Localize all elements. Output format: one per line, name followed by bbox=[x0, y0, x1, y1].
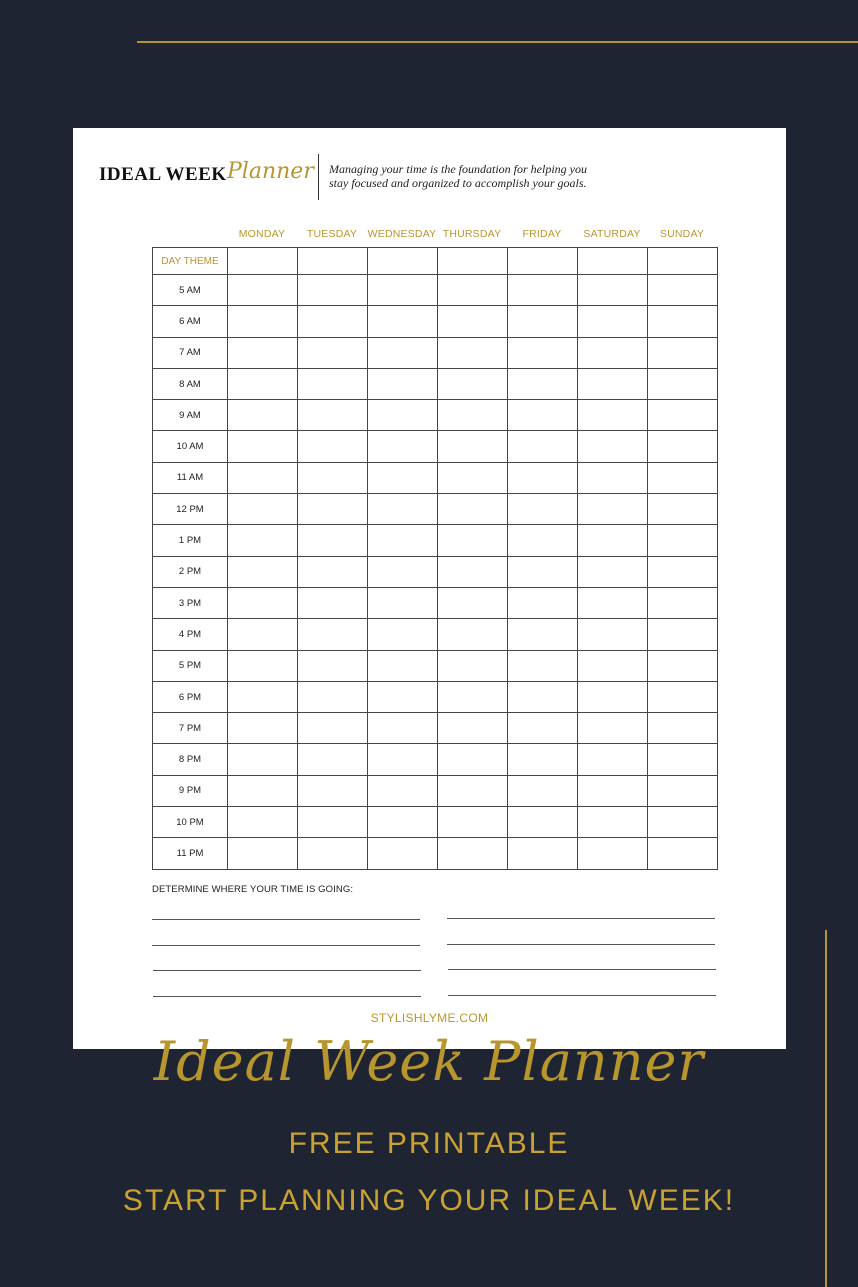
grid-cell[interactable] bbox=[368, 337, 438, 368]
grid-row bbox=[153, 556, 718, 587]
grid-cell[interactable] bbox=[228, 248, 298, 275]
grid-cell[interactable] bbox=[508, 650, 578, 681]
writing-line[interactable] bbox=[153, 996, 421, 997]
grid-row-day-theme bbox=[153, 248, 718, 275]
grid-cell[interactable] bbox=[508, 838, 578, 869]
grid-cell[interactable] bbox=[508, 462, 578, 493]
grid-cell[interactable] bbox=[368, 650, 438, 681]
grid-cell[interactable] bbox=[368, 807, 438, 838]
grid-cell[interactable] bbox=[648, 619, 718, 650]
time-prompt-label: DETERMINE WHERE YOUR TIME IS GOING: bbox=[152, 884, 354, 895]
grid-row bbox=[153, 587, 718, 618]
grid-cell[interactable] bbox=[578, 306, 648, 337]
grid-cell[interactable] bbox=[578, 681, 648, 712]
grid-cell[interactable] bbox=[648, 337, 718, 368]
grid-cell[interactable] bbox=[578, 775, 648, 806]
grid-cell[interactable] bbox=[648, 494, 718, 525]
row-label-time: 6 AM bbox=[153, 306, 228, 337]
grid-cell[interactable] bbox=[508, 713, 578, 744]
grid-cell[interactable] bbox=[438, 368, 508, 399]
grid-cell[interactable] bbox=[368, 838, 438, 869]
row-label-time: 5 AM bbox=[153, 275, 228, 306]
grid-row bbox=[153, 619, 718, 650]
grid-cell[interactable] bbox=[648, 681, 718, 712]
grid-cell[interactable] bbox=[578, 838, 648, 869]
grid-cell[interactable] bbox=[508, 775, 578, 806]
grid-cell[interactable] bbox=[648, 713, 718, 744]
grid-cell[interactable] bbox=[228, 462, 298, 493]
row-label-time: 8 PM bbox=[153, 744, 228, 775]
grid-row bbox=[153, 462, 718, 493]
grid-cell[interactable] bbox=[368, 248, 438, 275]
day-header-6: SUNDAY bbox=[659, 228, 705, 240]
website-footer: STYLISHLYME.COM bbox=[370, 1011, 489, 1025]
grid-cell[interactable] bbox=[648, 462, 718, 493]
grid-row bbox=[153, 337, 718, 368]
grid-cell[interactable] bbox=[508, 431, 578, 462]
row-label-time: 11 PM bbox=[153, 838, 228, 869]
grid-cell[interactable] bbox=[438, 838, 508, 869]
grid-row bbox=[153, 681, 718, 712]
grid-row bbox=[153, 368, 718, 399]
grid-cell[interactable] bbox=[438, 431, 508, 462]
weekly-grid bbox=[152, 247, 718, 870]
writing-line[interactable] bbox=[448, 969, 716, 970]
grid-cell[interactable] bbox=[368, 400, 438, 431]
row-label-time: 3 PM bbox=[153, 587, 228, 618]
grid-cell[interactable] bbox=[578, 494, 648, 525]
day-header-1: TUESDAY bbox=[306, 228, 358, 240]
grid-cell[interactable] bbox=[578, 431, 648, 462]
grid-cell[interactable] bbox=[578, 525, 648, 556]
row-label-time: 5 PM bbox=[153, 650, 228, 681]
grid-cell[interactable] bbox=[368, 462, 438, 493]
grid-cell[interactable] bbox=[648, 556, 718, 587]
day-header-3: THURSDAY bbox=[442, 228, 502, 240]
grid-cell[interactable] bbox=[228, 775, 298, 806]
grid-cell[interactable] bbox=[228, 807, 298, 838]
grid-cell[interactable] bbox=[648, 744, 718, 775]
grid-cell[interactable] bbox=[438, 775, 508, 806]
grid-cell[interactable] bbox=[648, 587, 718, 618]
grid-cell[interactable] bbox=[648, 306, 718, 337]
grid-cell[interactable] bbox=[298, 713, 368, 744]
row-label-time: 1 PM bbox=[153, 525, 228, 556]
writing-line[interactable] bbox=[447, 918, 715, 919]
writing-line[interactable] bbox=[153, 970, 421, 971]
decorative-top-line bbox=[137, 41, 858, 43]
grid-cell[interactable] bbox=[508, 248, 578, 275]
grid-row bbox=[153, 494, 718, 525]
grid-cell[interactable] bbox=[508, 619, 578, 650]
grid-cell[interactable] bbox=[368, 368, 438, 399]
banner-subtitle-free-printable: FREE PRINTABLE bbox=[288, 1127, 570, 1160]
row-label-time: 8 AM bbox=[153, 368, 228, 399]
grid-cell[interactable] bbox=[298, 431, 368, 462]
grid-cell[interactable] bbox=[508, 681, 578, 712]
grid-cell[interactable] bbox=[298, 744, 368, 775]
grid-cell[interactable] bbox=[368, 681, 438, 712]
planner-title-bold: IDEAL WEEK bbox=[99, 164, 227, 185]
grid-cell[interactable] bbox=[298, 462, 368, 493]
grid-cell[interactable] bbox=[298, 807, 368, 838]
grid-cell[interactable] bbox=[438, 619, 508, 650]
grid-cell[interactable] bbox=[438, 400, 508, 431]
grid-cell[interactable] bbox=[298, 368, 368, 399]
grid-cell[interactable] bbox=[228, 431, 298, 462]
grid-cell[interactable] bbox=[648, 400, 718, 431]
grid-cell[interactable] bbox=[438, 337, 508, 368]
grid-cell[interactable] bbox=[228, 306, 298, 337]
planner-description bbox=[329, 162, 629, 190]
grid-row bbox=[153, 713, 718, 744]
grid-row bbox=[153, 744, 718, 775]
grid-cell[interactable] bbox=[578, 400, 648, 431]
grid-cell[interactable] bbox=[228, 337, 298, 368]
grid-cell[interactable] bbox=[508, 807, 578, 838]
grid-cell[interactable] bbox=[438, 525, 508, 556]
grid-cell[interactable] bbox=[578, 556, 648, 587]
grid-cell[interactable] bbox=[648, 650, 718, 681]
grid-cell[interactable] bbox=[438, 494, 508, 525]
grid-cell[interactable] bbox=[508, 368, 578, 399]
grid-cell[interactable] bbox=[578, 587, 648, 618]
grid-cell[interactable] bbox=[368, 744, 438, 775]
description-line-1: Managing your time is the foundation for helping you bbox=[329, 162, 587, 176]
grid-cell[interactable] bbox=[228, 650, 298, 681]
grid-row bbox=[153, 275, 718, 306]
row-label-time: 6 PM bbox=[153, 681, 228, 712]
day-headers bbox=[73, 228, 786, 244]
grid-cell[interactable] bbox=[578, 248, 648, 275]
grid-cell[interactable] bbox=[508, 400, 578, 431]
grid-cell[interactable] bbox=[648, 807, 718, 838]
row-label-time: 10 PM bbox=[153, 807, 228, 838]
grid-cell[interactable] bbox=[298, 337, 368, 368]
title-divider bbox=[318, 154, 319, 200]
grid-row bbox=[153, 775, 718, 806]
grid-cell[interactable] bbox=[508, 275, 578, 306]
grid-cell[interactable] bbox=[368, 713, 438, 744]
grid-cell[interactable] bbox=[228, 587, 298, 618]
row-label-time: 4 PM bbox=[153, 619, 228, 650]
planner-title-script: Planner bbox=[227, 159, 314, 184]
grid-row bbox=[153, 650, 718, 681]
grid-cell[interactable] bbox=[298, 494, 368, 525]
day-header-5: SATURDAY bbox=[583, 228, 641, 240]
planner-title-block bbox=[99, 154, 749, 200]
grid-cell[interactable] bbox=[228, 838, 298, 869]
grid-cell[interactable] bbox=[648, 525, 718, 556]
grid-cell[interactable] bbox=[368, 306, 438, 337]
planner-sheet bbox=[73, 128, 786, 1049]
grid-cell[interactable] bbox=[438, 462, 508, 493]
grid-cell[interactable] bbox=[298, 587, 368, 618]
grid-row bbox=[153, 838, 718, 869]
grid-cell[interactable] bbox=[438, 248, 508, 275]
grid-cell[interactable] bbox=[578, 368, 648, 399]
grid-cell[interactable] bbox=[438, 744, 508, 775]
grid-cell[interactable] bbox=[298, 248, 368, 275]
grid-cell[interactable] bbox=[438, 713, 508, 744]
writing-line[interactable] bbox=[447, 944, 715, 945]
grid-cell[interactable] bbox=[228, 400, 298, 431]
grid-cell[interactable] bbox=[298, 556, 368, 587]
grid-row bbox=[153, 525, 718, 556]
grid-cell[interactable] bbox=[298, 650, 368, 681]
grid-cell[interactable] bbox=[438, 587, 508, 618]
grid-cell[interactable] bbox=[438, 681, 508, 712]
grid-row bbox=[153, 306, 718, 337]
row-label-time: 9 PM bbox=[153, 775, 228, 806]
grid-cell[interactable] bbox=[508, 744, 578, 775]
grid-cell[interactable] bbox=[508, 306, 578, 337]
grid-cell[interactable] bbox=[228, 681, 298, 712]
grid-cell[interactable] bbox=[368, 556, 438, 587]
grid-cell[interactable] bbox=[368, 587, 438, 618]
grid-cell[interactable] bbox=[508, 525, 578, 556]
grid-cell[interactable] bbox=[298, 775, 368, 806]
day-header-2: WEDNESDAY bbox=[367, 228, 437, 240]
row-label-time: 7 AM bbox=[153, 337, 228, 368]
day-header-4: FRIDAY bbox=[522, 228, 562, 240]
grid-cell[interactable] bbox=[578, 275, 648, 306]
grid-cell[interactable] bbox=[508, 587, 578, 618]
grid-cell[interactable] bbox=[368, 619, 438, 650]
row-label-time: 10 AM bbox=[153, 431, 228, 462]
row-label-time: 9 AM bbox=[153, 400, 228, 431]
grid-cell[interactable] bbox=[508, 494, 578, 525]
grid-row bbox=[153, 400, 718, 431]
grid-cell[interactable] bbox=[648, 838, 718, 869]
banner-script-title: Ideal Week Planner bbox=[153, 1030, 705, 1093]
grid-cell[interactable] bbox=[228, 525, 298, 556]
grid-cell[interactable] bbox=[578, 462, 648, 493]
row-label-time: 7 PM bbox=[153, 713, 228, 744]
grid-cell[interactable] bbox=[438, 650, 508, 681]
grid-cell[interactable] bbox=[578, 619, 648, 650]
grid-cell[interactable] bbox=[578, 650, 648, 681]
writing-line[interactable] bbox=[152, 919, 420, 920]
decorative-right-line bbox=[825, 930, 827, 1287]
grid-cell[interactable] bbox=[228, 744, 298, 775]
grid-cell[interactable] bbox=[298, 525, 368, 556]
grid-cell[interactable] bbox=[648, 775, 718, 806]
grid-cell[interactable] bbox=[368, 494, 438, 525]
grid-cell[interactable] bbox=[368, 775, 438, 806]
writing-line[interactable] bbox=[448, 995, 716, 996]
grid-cell[interactable] bbox=[438, 556, 508, 587]
grid-cell[interactable] bbox=[228, 275, 298, 306]
grid-cell[interactable] bbox=[298, 306, 368, 337]
grid-cell[interactable] bbox=[438, 807, 508, 838]
row-label-day-theme: DAY THEME bbox=[153, 248, 228, 275]
grid-cell[interactable] bbox=[368, 275, 438, 306]
grid-cell[interactable] bbox=[648, 248, 718, 275]
grid-cell[interactable] bbox=[298, 619, 368, 650]
day-header-0: MONDAY bbox=[238, 228, 286, 240]
grid-cell[interactable] bbox=[578, 744, 648, 775]
grid-cell[interactable] bbox=[298, 275, 368, 306]
grid-cell[interactable] bbox=[648, 368, 718, 399]
grid-cell[interactable] bbox=[578, 807, 648, 838]
grid-cell[interactable] bbox=[298, 400, 368, 431]
grid-cell[interactable] bbox=[368, 431, 438, 462]
grid-cell[interactable] bbox=[368, 525, 438, 556]
grid-cell[interactable] bbox=[298, 681, 368, 712]
grid-cell[interactable] bbox=[228, 494, 298, 525]
grid-cell[interactable] bbox=[438, 275, 508, 306]
grid-cell[interactable] bbox=[438, 306, 508, 337]
grid-row bbox=[153, 431, 718, 462]
row-label-time: 2 PM bbox=[153, 556, 228, 587]
description-line-2: stay focused and organized to accomplish your goals. bbox=[329, 176, 587, 190]
banner-subtitle-start-planning: START PLANNING YOUR IDEAL WEEK! bbox=[122, 1184, 736, 1217]
grid-cell[interactable] bbox=[228, 368, 298, 399]
writing-line[interactable] bbox=[152, 945, 420, 946]
grid-row bbox=[153, 807, 718, 838]
row-label-time: 11 AM bbox=[153, 462, 228, 493]
grid-cell[interactable] bbox=[648, 275, 718, 306]
grid-cell[interactable] bbox=[578, 337, 648, 368]
grid-cell[interactable] bbox=[228, 556, 298, 587]
grid-cell[interactable] bbox=[298, 838, 368, 869]
grid-cell[interactable] bbox=[508, 556, 578, 587]
grid-cell[interactable] bbox=[648, 431, 718, 462]
grid-cell[interactable] bbox=[578, 713, 648, 744]
grid-cell[interactable] bbox=[228, 619, 298, 650]
row-label-time: 12 PM bbox=[153, 494, 228, 525]
grid-cell[interactable] bbox=[508, 337, 578, 368]
grid-cell[interactable] bbox=[228, 713, 298, 744]
